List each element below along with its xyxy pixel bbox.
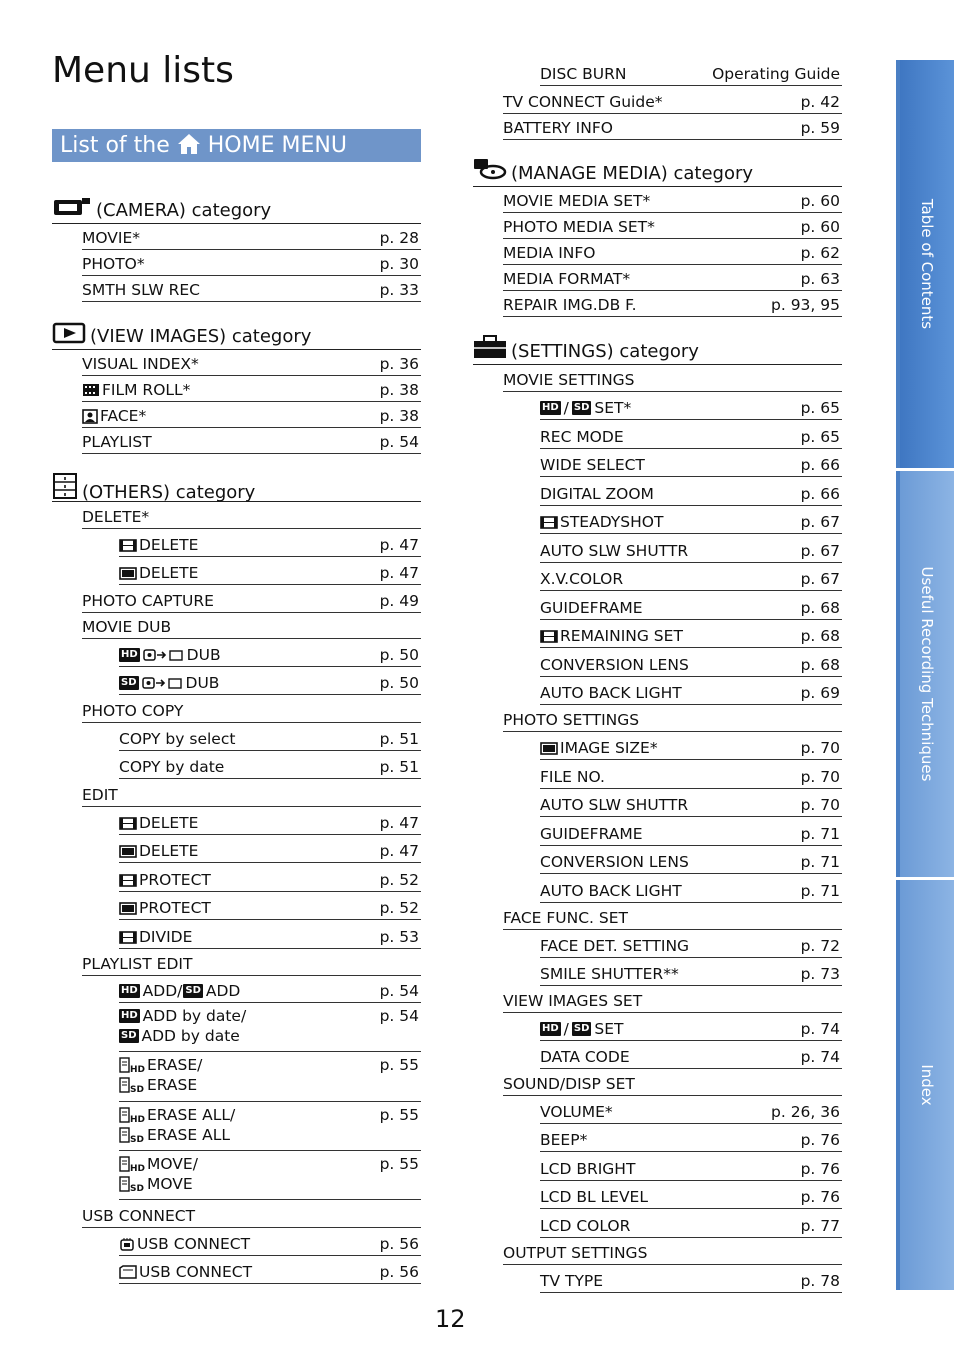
svg-text:SD: SD [130,1184,144,1192]
menu-row[interactable] [503,213,842,239]
menu-row[interactable] [540,1124,842,1152]
top-right-list [503,60,842,140]
menu-row[interactable] [540,420,842,449]
row-label: FACE DET. SETTING [540,937,690,955]
menu-row[interactable] [540,817,842,846]
row-page: p. 51 [379,730,419,748]
row-page: p. 60 [800,218,840,236]
row-page: p. 74 [800,1020,840,1038]
hd-playlist-icon [119,1107,145,1123]
row-label: MEDIA FORMAT* [503,270,631,288]
row-label: X.V.COLOR [540,570,624,588]
menu-row[interactable] [119,639,421,667]
menu-row[interactable] [82,585,421,613]
row-page: p. 67 [800,513,840,531]
row-page: p. 71 [800,882,840,900]
row-label: FACE FUNC. SET [503,909,628,927]
others-icon [52,472,78,500]
menu-row[interactable] [540,477,842,506]
row-page: Operating Guide [712,65,840,83]
row-label: BATTERY INFO [503,119,613,137]
svg-text:HD: HD [130,1164,145,1172]
sd-icon: SD [121,1030,137,1041]
row-label: SMILE SHUTTER** [540,965,679,983]
row-page: p. 69 [800,684,840,702]
row-page: p. 67 [800,542,840,560]
manage-media-icon [473,157,507,181]
row-label: PHOTO CAPTURE [82,592,214,610]
sd-icon: SD [573,1023,590,1034]
row-label: VOLUME* [540,1103,613,1121]
menu-row[interactable] [540,1096,842,1124]
movie-icon [119,931,137,944]
movie-icon [540,630,558,643]
row-page: p. 76 [800,1131,840,1149]
menu-row[interactable] [82,695,421,723]
row-page: p. 52 [379,871,419,889]
manage-media-category-title: (MANAGE MEDIA) category [511,163,754,184]
menu-row[interactable] [119,1256,421,1284]
row-label: PHOTO COPY [82,702,184,720]
movie-icon [119,874,137,887]
row-page: p. 59 [800,119,840,137]
row-label-2: MOVE [147,1175,193,1193]
hd-icon: HD [121,1010,138,1021]
banner-prefix: List of the [60,133,170,158]
dub-icon [142,676,184,690]
menu-row[interactable] [119,892,421,920]
row-page: p. 55 [379,1155,419,1173]
slash-separator: / [563,399,569,417]
row-page: p. 76 [800,1188,840,1206]
sd-playlist-icon [119,1077,145,1093]
row-label: LCD BRIGHT [540,1160,636,1178]
row-page: p. 33 [379,281,419,299]
view-images-section [52,320,421,454]
menu-row[interactable] [503,114,842,140]
view-images-category-heading [52,320,421,350]
row-page: p. 65 [800,428,840,446]
hd-icon: HD [542,402,559,413]
row-page: p. 51 [379,758,419,776]
row-page: p. 70 [800,796,840,814]
row-label: PLAYLIST [82,433,152,451]
row-page: p. 67 [800,570,840,588]
settings-category-heading [473,335,842,365]
row-label: DELETE* [82,508,150,526]
camera-section [52,194,421,302]
row-label: TV TYPE [540,1272,604,1290]
menu-row[interactable] [503,986,842,1013]
row-label: USB CONNECT [137,1235,251,1253]
menu-row[interactable] [540,1181,842,1209]
row-page: p. 47 [379,842,419,860]
row-label: FACE* [100,407,147,425]
row-label: STEADYSHOT [560,513,664,531]
row-page: p. 56 [379,1263,419,1281]
play-icon [52,322,86,344]
row-page: p. 36 [379,355,419,373]
row-label: REPAIR IMG.DB F. [503,296,637,314]
row-label: REMAINING SET [560,627,683,645]
row-page: p. 70 [800,768,840,786]
row-page: p. 28 [379,229,419,247]
menu-row[interactable] [503,705,842,732]
menu-row[interactable] [82,949,421,976]
menu-row[interactable] [540,677,842,705]
row-page: p. 38 [379,381,419,399]
row-label: GUIDEFRAME [540,825,643,843]
row-label-2: ERASE [147,1076,198,1094]
home-menu-banner [52,129,421,162]
row-label: CONVERSION LENS [540,656,689,674]
menu-row[interactable] [119,1228,421,1256]
hd-icon: HD [542,1023,559,1034]
settings-category-title: (SETTINGS) category [511,341,699,362]
photo-icon [119,902,137,915]
menu-row[interactable] [119,1003,421,1052]
row-page: p. 38 [379,407,419,425]
row-label: DATA CODE [540,1048,630,1066]
row-label: VIEW IMAGES SET [503,992,643,1010]
menu-row[interactable] [119,557,421,585]
row-page: p. 47 [379,536,419,554]
photo-icon [119,567,137,580]
row-label: LCD BL LEVEL [540,1188,648,1206]
row-page: p. 71 [800,825,840,843]
row-label: ADD/ [142,982,183,1000]
menu-row[interactable] [119,920,421,949]
menu-row[interactable] [540,1041,842,1069]
view-images-category-title: (VIEW IMAGES) category [90,326,312,347]
row-label: COPY by date [119,758,225,776]
menu-row[interactable] [540,846,842,874]
menu-row[interactable] [82,402,421,428]
svg-text:HD: HD [130,1065,145,1073]
menu-row[interactable] [119,976,421,1003]
menu-row[interactable] [119,667,421,695]
row-label: EDIT [82,786,118,804]
svg-text:SD: SD [130,1135,144,1143]
menu-row[interactable] [540,563,842,591]
sd-icon: SD [121,677,137,688]
menu-row[interactable] [119,1102,421,1151]
row-label: MOVE/ [147,1155,198,1173]
menu-row[interactable] [503,1238,842,1265]
menu-row[interactable] [540,392,842,420]
svg-text:HD: HD [130,1115,145,1123]
row-label: MOVIE SETTINGS [503,371,635,389]
row-label: CONVERSION LENS [540,853,689,871]
row-label: PROTECT [139,871,211,889]
row-label: DISC BURN [540,65,627,83]
menu-row[interactable] [540,620,842,648]
tab-label: Table of Contents [918,198,936,330]
row-page: p. 53 [379,928,419,946]
row-page: p. 68 [800,627,840,645]
row-label: PLAYLIST EDIT [82,955,193,973]
row-label: DIGITAL ZOOM [540,485,654,503]
slash-separator: / [563,1020,569,1038]
menu-row[interactable] [540,534,842,563]
row-label: TV CONNECT Guide* [503,93,663,111]
face-icon [82,409,98,424]
row-label: SOUND/DISP SET [503,1075,635,1093]
menu-row[interactable] [119,835,421,863]
menu-row[interactable] [503,265,842,291]
menu-row[interactable] [540,1152,842,1181]
row-page: p. 78 [800,1272,840,1290]
row-page: p. 70 [800,739,840,757]
row-label: VISUAL INDEX* [82,355,199,373]
row-page: p. 49 [379,592,419,610]
menu-row[interactable] [503,239,842,265]
manage-media-category-heading [473,157,842,187]
row-page: p. 71 [800,853,840,871]
hd-icon: HD [121,985,138,996]
row-page: p. 50 [379,674,419,692]
menu-row[interactable] [540,648,842,677]
menu-row[interactable] [82,276,421,302]
row-label: DUB [186,646,221,664]
menu-row[interactable] [503,365,842,392]
tab-index[interactable] [896,880,954,1290]
menu-row[interactable] [82,224,421,250]
row-label: COPY by select [119,730,236,748]
film-roll-icon [82,383,100,397]
row-label: MOVIE DUB [82,618,172,636]
tab-useful-recording-techniques[interactable] [896,471,954,877]
row-page: p. 93, 95 [771,296,840,314]
menu-row[interactable] [119,529,421,557]
row-label: PHOTO* [82,255,145,273]
menu-row[interactable] [540,930,842,958]
row-label: ERASE/ [147,1056,203,1074]
row-page: p. 54 [379,1007,419,1025]
menu-row[interactable] [540,732,842,760]
menu-row[interactable] [540,449,842,477]
row-label: AUTO SLW SHUTTR [540,542,689,560]
row-page: p. 54 [379,433,419,451]
menu-row[interactable] [119,863,421,892]
row-label: DELETE [139,842,199,860]
menu-row[interactable] [540,1013,842,1041]
row-label: SMTH SLW REC [82,281,200,299]
tab-label: Useful Recording Techniques [918,566,936,782]
menu-row[interactable] [503,187,842,213]
row-label: MOVIE MEDIA SET* [503,192,651,210]
manage-media-section [473,157,842,317]
home-icon [177,133,201,155]
row-page: p. 72 [800,937,840,955]
menu-row[interactable] [119,751,421,779]
row-label: BEEP* [540,1131,588,1149]
menu-row[interactable] [82,350,421,376]
row-page: p. 68 [800,656,840,674]
row-label: AUTO SLW SHUTTR [540,796,689,814]
sd-icon: SD [185,985,201,996]
others-category-title: (OTHERS) category [82,482,256,503]
row-page: p. 77 [800,1217,840,1235]
tab-label: Index [918,1064,936,1106]
menu-row[interactable] [119,723,421,751]
row-label: LCD COLOR [540,1217,631,1235]
row-label-2: ERASE ALL [147,1126,230,1144]
row-label: REC MODE [540,428,624,446]
menu-row[interactable] [540,591,842,620]
menu-row[interactable] [540,789,842,817]
row-label: USB CONNECT [139,1263,253,1281]
row-page: p. 66 [800,456,840,474]
row-page: p. 30 [379,255,419,273]
row-label: PHOTO MEDIA SET* [503,218,655,236]
row-page: p. 66 [800,485,840,503]
menu-row[interactable] [540,760,842,789]
row-label: FILE NO. [540,768,605,786]
sd-playlist-icon [119,1176,145,1192]
row-page: p. 42 [800,93,840,111]
row-page: p. 54 [379,982,419,1000]
toolbox-icon [473,335,507,359]
photo-icon [119,845,137,858]
row-label: PROTECT [139,899,211,917]
menu-row[interactable] [82,428,421,454]
row-label: DELETE [139,564,199,582]
row-page: p. 68 [800,599,840,617]
row-label: DIVIDE [139,928,193,946]
sd-icon: SD [573,402,590,413]
hd-icon: HD [121,649,138,660]
row-label: ADD by date/ [142,1007,247,1025]
sd-playlist-icon [119,1127,145,1143]
row-page: p. 56 [379,1235,419,1253]
menu-row[interactable] [82,779,421,807]
menu-row[interactable] [540,506,842,534]
menu-row[interactable] [82,376,421,402]
menu-row[interactable] [540,60,842,86]
menu-row[interactable] [503,86,842,114]
camera-category-heading [52,194,421,224]
row-label: USB CONNECT [82,1207,196,1225]
menu-row[interactable] [503,291,842,317]
row-page: p. 47 [379,564,419,582]
row-label: MEDIA INFO [503,244,596,262]
row-label: DUB [185,674,220,692]
menu-row[interactable] [82,250,421,276]
row-label: DELETE [139,536,199,554]
row-page: p. 52 [379,899,419,917]
row-label: AUTO BACK LIGHT [540,684,682,702]
movie-icon [119,817,137,830]
row-label: IMAGE SIZE* [560,739,658,757]
row-page: p. 76 [800,1160,840,1178]
menu-row[interactable] [540,1265,842,1293]
movie-icon [540,516,558,529]
row-label: SET* [594,399,632,417]
row-page: p. 65 [800,399,840,417]
dub-icon [143,648,185,662]
row-label: MOVIE* [82,229,141,247]
menu-row[interactable] [119,1151,421,1200]
svg-text:SD: SD [130,1085,144,1093]
others-section [52,472,421,1284]
row-label: GUIDEFRAME [540,599,643,617]
menu-row[interactable] [119,1052,421,1102]
row-label: PHOTO SETTINGS [503,711,640,729]
camera-category-title: (CAMERA) category [96,200,272,221]
menu-row[interactable] [119,807,421,835]
row-label-2: ADD [205,982,241,1000]
page-title: Menu lists [52,50,234,91]
menu-row[interactable] [82,502,421,529]
tab-table-of-contents[interactable] [896,60,954,468]
hd-playlist-icon [119,1057,145,1073]
row-page: p. 60 [800,192,840,210]
row-page: p. 55 [379,1106,419,1124]
menu-row[interactable] [540,1209,842,1238]
menu-row[interactable] [82,613,421,639]
row-page: p. 26, 36 [771,1103,840,1121]
menu-row[interactable] [82,1200,421,1228]
row-label: OUTPUT SETTINGS [503,1244,648,1262]
row-page: p. 74 [800,1048,840,1066]
row-page: p. 55 [379,1056,419,1074]
photo-icon [540,742,558,755]
hd-playlist-icon [119,1156,145,1172]
settings-section [473,335,842,1293]
row-label: FILM ROLL* [102,381,191,399]
page-number: 12 [435,1305,466,1333]
row-page: p. 73 [800,965,840,983]
row-label: WIDE SELECT [540,456,645,474]
banner-suffix: HOME MENU [207,133,347,158]
row-page: p. 62 [800,244,840,262]
row-label: SET [594,1020,624,1038]
row-page: p. 50 [379,646,419,664]
row-label-2: ADD by date [141,1027,240,1045]
menu-row[interactable] [503,903,842,930]
menu-row[interactable] [540,874,842,903]
menu-row[interactable] [540,958,842,986]
row-page: p. 63 [800,270,840,288]
camera-icon [52,196,92,218]
menu-row[interactable] [503,1069,842,1096]
row-page: p. 47 [379,814,419,832]
row-label: AUTO BACK LIGHT [540,882,682,900]
internal-memory-icon [119,1237,135,1252]
memory-card-icon [119,1265,137,1279]
row-label: ERASE ALL/ [147,1106,236,1124]
row-label: DELETE [139,814,199,832]
movie-icon [119,539,137,552]
others-category-heading [52,472,421,502]
